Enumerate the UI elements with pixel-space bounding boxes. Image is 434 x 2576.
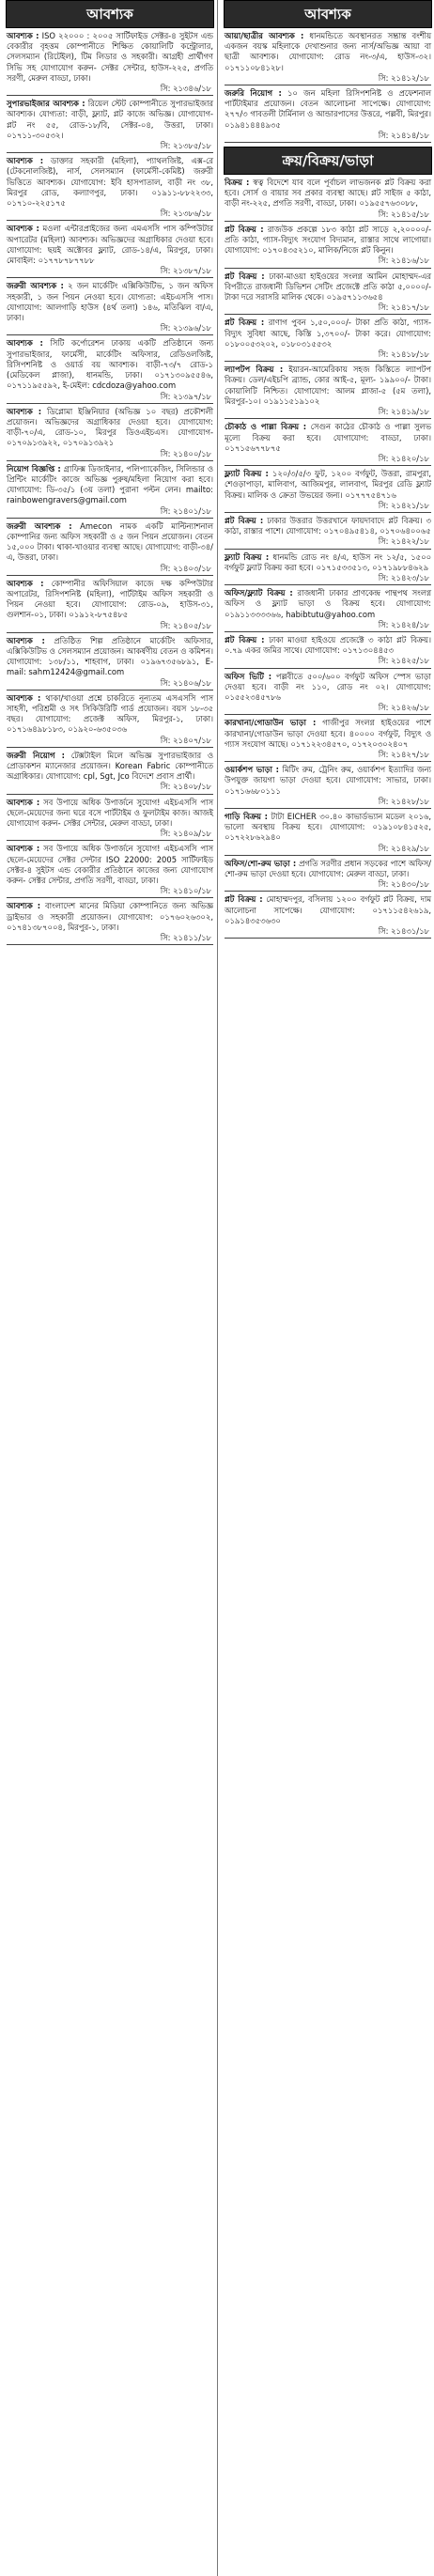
classified-ad xyxy=(6,798,214,842)
ad-reference-number: সি: ২১৪০৭/১৮ xyxy=(160,735,211,745)
ad-title: জরুরী নিয়োগ : xyxy=(7,750,65,760)
ad-reference-number: সি: ২১৪২৪/১৮ xyxy=(378,619,429,629)
classified-ad xyxy=(224,588,432,632)
ad-separator xyxy=(7,220,213,221)
classified-ad xyxy=(6,31,214,96)
ad-separator xyxy=(225,891,431,892)
ad-title: আবশ্যক : xyxy=(7,224,39,234)
section-header-wanted-right: আবশ্যক xyxy=(224,0,432,28)
classified-ad xyxy=(6,99,214,153)
right-ad-list-buy-sell xyxy=(224,178,432,939)
ad-separator xyxy=(7,518,213,519)
ad-body: ঢাকা-মাওয়া হাইওয়ের সংলগ্ন আমিন মোহাম্মদ-এর বিপরীতে রাজধানী ডিভিশন সেটিং প্রজেক্টে প্রতি কাঠা ৫,০০০০/- টাকা দরে সরাসরি মালিক থেকে। ০১৯৫৭১১৩৬৫৪ xyxy=(225,271,431,303)
ad-title: আবশ্যক : xyxy=(7,692,41,703)
ad-body: ডিপ্লোমা ইঞ্জিনিয়ার (অভিজ্ঞ ১০ বছর) প্রকৌশলী প্রয়োজন। অভিজ্ঞদের অগ্রাধিকার দেওয়া হবে। যোগাযোগ: বাড়ী-৭০/এ, রোড-১০, মিরপুর ডিওএইচএস। যোগাযোগ- ০১৭০৯১৩৯২২, ০১৭০৯১৩৯২১ xyxy=(7,406,213,448)
ad-text xyxy=(225,516,431,536)
ad-separator xyxy=(225,268,431,269)
left-column xyxy=(6,0,214,948)
classified-ad xyxy=(224,812,432,856)
ad-title: আবশ্যক : xyxy=(7,406,42,416)
ad-title: আবশ্যক : xyxy=(7,844,40,854)
ad-text xyxy=(7,407,213,449)
ad-text xyxy=(225,635,431,656)
ad-body: ২ জন মার্কেটিং এক্সিকিউটিভ, ১ জন অফিস সহকারী, ১ জন পিয়ন নেওয়া হবে। যোগ্যতা: এইচএসসি পাস। যোগাযোগ: আলগাড়ি হাউস (৪র্থ তলা) ১৪৬, মতিঝিল বা/এ, ঢাকা। xyxy=(7,281,213,323)
ad-separator xyxy=(7,277,213,278)
ad-title: অফিস/শো-রুম ভাড়া : xyxy=(225,858,297,868)
ad-title: বিক্রয় : xyxy=(225,178,250,188)
ad-body: থাকা/খাওয়া প্রশ্নে চাকরিতে নূন্যতম এসএসসি পাস সাহসী, পরিশ্রমী ও সৎ সিকিউরিটি গার্ড প্রয়োজন। বয়স ১৮-৩৫ বছর। যোগাযোগ: প্রজেক্ট অফিস, মিরপুর-১, ঢাকা। ০১৭১৬৪৯৮১৮৩, ০১৯২০-৬৩৫০৩৬ xyxy=(7,692,213,735)
ad-title: আবশ্যক : xyxy=(7,338,43,349)
ad-reference-number: সি: ২১৩৮৬/১৮ xyxy=(160,209,211,219)
ad-separator xyxy=(225,584,431,585)
classified-ad xyxy=(224,318,432,362)
ad-title: অফিস/ফ্ল্যাট বিক্রয় : xyxy=(225,588,293,598)
ad-text xyxy=(7,224,213,266)
classified-ad xyxy=(224,765,432,809)
ad-title: চৌকাঠ ও পাল্লা বিক্রয় : xyxy=(225,422,307,432)
ad-body: ঢাকা মাওয়া হাইওয়ে প্রজেক্টে ৩ কাঠা প্লট বিক্রয়। ০.৭৯ একর জমির সাথে। যোগাযোগ: ০১৭১৩০৪৪৫৩ xyxy=(225,634,431,656)
ad-body: রিয়েল স্টেট কোম্পানীতে সুপারভাইজার আবশ্যক। যোগ্যতা: বাড়ী, ফ্ল্যাট, প্লট কাজে অভিজ্ঞ। যোগাযোগ- প্লট নং ৫৫, রোড-১৮/বি, সেক্টর-০৪, উত্তরা, ঢাকা। ০১৭১১-৩০৫৩২। xyxy=(7,99,213,140)
ad-title: প্লট বিক্রয় : xyxy=(225,894,263,905)
ad-separator xyxy=(7,575,213,576)
ad-body: মোহাম্মদপুর, বসিলায় ১২০০ বর্গফুট প্লট বিক্রয়, দাম আলোচনা সাপেক্ষে। যোগাযোগ: ০১৭১১৫৪২৬১৯, ০১৯১৪৩৫৩৬৩০ xyxy=(225,894,431,925)
ad-separator xyxy=(7,897,213,898)
ad-reference-number: সি: ২১৪১৫/১৮ xyxy=(378,209,429,219)
ad-body: প্রগতি সরণীর প্রধান সড়কের পাশে অফিস/শো-রুম ভাড়া দেওয়া হবে। যোগাযোগ: মেরুল বাড্ডা, ঢাকা। xyxy=(225,858,431,879)
ad-reference-number: সি: ২১৪০৩/১৮ xyxy=(160,563,211,573)
ad-reference-number: সি: ২১৪২৮/১৮ xyxy=(378,796,429,806)
ad-title: ল্যাপটপ বিক্রয় : xyxy=(225,365,284,375)
ad-text xyxy=(225,178,431,209)
ad-text xyxy=(7,636,213,678)
ad-title: আয়া/ছাত্রীর আবশ্যক : xyxy=(225,31,304,40)
ad-reference-number: সি: ২১৪২৩/১৮ xyxy=(378,572,429,582)
column-divider xyxy=(217,0,218,2576)
ad-body: ডাক্তার সহকারী (মহিলা), প্যাথলজিষ্ট, এক্স-রে (টেকনোলজিষ্ট), নার্স, সেলসম্যান (ফার্মেসী-কেমিষ্ট) জরুরী ভিত্তিতে আবশ্যক। যোগাযোগ: ইবি হাসপাতাল, বাড়ী নং ৩৮, মিরপুর রোড, কল্যাণপুর, ঢাকা। ০১৯১১-৮৮২২৩৩, ০১৭১০-২২৫১৭৫ xyxy=(7,156,213,209)
ad-text xyxy=(225,588,431,620)
ad-reference-number: সি: ২১৪১৬/১৮ xyxy=(378,256,429,266)
ad-reference-number: সি: ২১৪১৯/১৮ xyxy=(378,407,429,417)
classified-ad xyxy=(6,579,214,633)
ad-reference-number: সি: ২১৪২১/১৮ xyxy=(378,500,429,510)
ad-title: প্লট বিক্রয় : xyxy=(225,271,265,281)
classified-ad xyxy=(224,178,432,222)
ad-title: ওয়ার্কশপ ভাড়া : xyxy=(225,765,280,775)
ad-body: মিটিং রুম, ট্রেনিং রুম, ওয়ার্কশপ ইত্যাদির জন্য উপযুক্ত জায়গা ভাড়া দেওয়া হবে। যোগাযোগ: সাভার, ঢাকা। ০১৭১৬৬৮০১১১ xyxy=(225,765,431,796)
ad-reference-number: সি: ২১৪৩১/১৮ xyxy=(378,926,429,937)
ad-separator xyxy=(7,632,213,633)
ad-text xyxy=(225,88,431,131)
ad-reference-number: সি: ২১৪১৪/১৮ xyxy=(378,130,429,140)
classified-ad xyxy=(224,225,432,269)
ad-body: সব উপায়ে অধিক উপার্জনে সুযোগ! এইচএসসি পাস ছেলে-মেয়েদের সেক্টর সেন্টার ISO 22000: 2005 সার্টিফাইড সেক্টর-৪ সুইটস এন্ড বেকারীর প্রতিষ্ঠানে কাজের জন্য যোগাযোগ করুন- সেক্টর সেন্টার, প্রগতি সরণী, বাড্ডা, ঢাকা। xyxy=(7,844,213,886)
ad-reference-number: সি: ২১৩৮৭/১৮ xyxy=(160,266,211,276)
ad-text xyxy=(225,859,431,879)
ad-body: ঢাকার উত্তরার উত্তরখানে ফায়দাবাদে প্লট বিক্রয়। ৩ কাঠা, রাস্তার পাশে। যোগাযোগ: ০১৭০৪৯৫৪১৪, ০১৭০৬৪০০৬৫ xyxy=(225,515,431,536)
classified-ad xyxy=(6,338,214,403)
ad-separator xyxy=(7,460,213,461)
classified-ad xyxy=(224,365,432,419)
ad-body: ১২০/৩/৫/৩ ফুট, ১২০০ বর্গফুট, উত্তরা, রামপুরা, শেওড়াপাড়া, মালিবাগ, আজিমপুর, লালবাগ, মিরপুর রেডি ফ্ল্যাট বিক্রয়। মালিক ও ক্রেতা উভয়ের জন্য। ০১৭৭৭৫৪৭১৬ xyxy=(225,469,431,500)
classified-ad xyxy=(224,516,432,550)
ad-title: আবশ্যক : xyxy=(7,578,44,588)
ad-separator xyxy=(225,761,431,762)
ad-title: জরুরী আবশ্যক : xyxy=(7,520,72,531)
ad-body: সেগুন কাঠের চৌকাঠ ও পাল্লা সুলভ মূল্যে বিক্রয় করা হবে। যোগাযোগ: বাড্ডা, ঢাকা। ০১৭১৫৬৭৭৮৭৫ xyxy=(225,422,431,453)
ad-title: জরুরি নিয়োগ : xyxy=(225,88,282,99)
ad-reference-number: সি: ২১৪২৭/১৮ xyxy=(378,749,429,759)
ad-text xyxy=(225,365,431,407)
ad-reference-number: সি: ২১৪২০/১৮ xyxy=(378,453,429,463)
classified-ad xyxy=(224,718,432,762)
classified-ad xyxy=(224,859,432,892)
ad-title: ফ্ল্যাট বিক্রয় : xyxy=(225,469,269,479)
ad-body: সব উপায়ে অধিক উপার্জনে সুযোগ! এইচএসসি পাস ছেলে-মেয়েদের জন্য ঘরে বসে পার্টটাইম ও ফুলটাইম কাজ। আজই যোগাযোগ করুন- সেক্টর সেন্টার, মেরুল বাড্ডা, ঢাকা। xyxy=(7,797,213,829)
ad-title: আবশ্যক : xyxy=(7,797,40,807)
ad-title: ফ্ল্যাট বিক্রয় : xyxy=(225,551,270,562)
ad-text xyxy=(225,894,431,926)
ad-body: রাজউক প্রকল্পে ১৮৩ কাঠা প্লট সাড়ে ২,২০০০০/- প্রতি কাঠা, গ্যাস-বিদ্যুৎ সংযোগ বিদ্যমান, রাস্তার সাথে লাগোয়া। যোগাযোগ: ০১৭০৪৩৫২১০, মালিক/নিজে প্লট কিনুন। xyxy=(225,224,431,256)
ad-body: রাজধানী ঢাকার প্রাণকেন্দ্র পান্থপথ সংলগ্ন অফিস ও ফ্ল্যাট ভাড়া ও বিক্রয় হবে। যোগাযোগ: ০১৯১১৩৩৩৩৬৬, habibtutu@yahoo.com xyxy=(225,588,431,619)
ad-body: প্রতিষ্ঠিত শিল্প প্রতিষ্ঠানে মার্কেটিং অফিসার, এক্সিকিউটিভ ও সেলসম্যান প্রয়োজন। আকর্ষণীয় বেতন ও কমিশন। যোগাযোগ: ১৩৮/১১, শাহবাগ, ঢাকা। ০১৯৬৭৩৫৬৮৯১, E-mail: sahm12424@gmail.com xyxy=(7,635,213,677)
classified-ad xyxy=(6,844,214,898)
ad-body: পল্লবীতে ৫০০/৬০০ বর্গফুট অফিস স্পেস ভাড়া দেওয়া হবে। বাড়ী নং ১১০, রোড নং ০২। যোগাযোগ: ০১৫৫২৩৪৫৭৮৬ xyxy=(225,671,431,702)
classified-ad xyxy=(224,469,432,513)
ad-body: টেক্সটাইল মিলে অভিজ্ঞ সুপারভাইজার ও প্রোডাকশন ম্যানেজার প্রয়োজন। Korean Fabric কোম্পানীতে অগ্রাধিকার। যোগাযোগ: cpl, Sgt, Jco বিদেশে প্রবাস প্রার্থী। xyxy=(7,750,213,782)
ad-separator xyxy=(225,221,431,222)
ad-separator xyxy=(225,808,431,809)
classified-ad xyxy=(6,464,214,519)
ad-separator xyxy=(225,668,431,669)
section-header-wanted: আবশ্যক xyxy=(6,0,214,28)
ad-body: টাটা EICHER ৩০.৪০ কাভার্ডভ্যান মডেল ২০১৬, ভালো অবস্থায় বিক্রয় হবে। যোগাযোগ: ০১৯১০৮৪১৫২৫, ০১৭২২৮৬২৯৪০ xyxy=(225,812,431,843)
ad-text xyxy=(7,281,213,323)
ad-text xyxy=(225,718,431,750)
ad-text xyxy=(225,272,431,303)
ad-separator xyxy=(225,938,431,939)
classified-ad xyxy=(224,672,432,716)
right-ad-list-wanted xyxy=(224,31,432,143)
classified-ad xyxy=(6,636,214,691)
classified-ad xyxy=(6,901,214,945)
ad-reference-number: সি: ২১৪২৫/১৮ xyxy=(378,656,429,666)
ad-title: জরুরী আবশ্যক : xyxy=(7,281,64,291)
ad-body: ধানমন্ডিতে অবস্থানরত সম্ভ্রান্ত বংশীয় একজন বয়স্ক মহিলাকে দেখাশুনার জন্য নার্স/অভিজ্ঞ আয়া বা ছাত্রী আবশ্যক। যোগাযোগ: রোড নং-৩/এ, হাউস-৩২। ০১৭১১০৮৪১২৮। xyxy=(225,31,431,72)
ad-separator xyxy=(7,152,213,153)
ad-body: ১০ জন মহিলা রিসিপশনিষ্ট ও প্রফেশনাল পার্টটাইমার প্রয়োজন। বেতন আলোচনা সাপেক্ষে। যোগাযোগ: ২৭৭/৩ গাবতলী টার্মিনাল ও আন্ডারপাসের উত্তরে, পল্লবী, মিরপুর। ০১৯৪১৪৪৪৯৩৫ xyxy=(225,88,431,130)
ad-text xyxy=(7,338,213,391)
ad-separator xyxy=(7,403,213,404)
ad-text xyxy=(225,812,431,844)
ad-body: ধানমন্ডি রোড নং ৪/এ, হাউস নং ১২/৫, ১৫০০ বর্গফুট ফ্ল্যাট বিক্রয় করা হবে। ০১৭১৫৩৩৫১৩, ০১৭১৯৮৮৪৬২৯ xyxy=(225,551,432,572)
ad-reference-number: সি: ২১৪২৯/১৮ xyxy=(378,843,429,853)
ad-body: গ্রাফিক্স ডিজাইনার, পলিপ্যাকেজিং, সিলিন্ডার ও প্রিন্টিং মার্কেটিং কাজে অভিজ্ঞ পুরুষ/মহিলা নিয়োগ করা হবে। যোগাযোগ: ডি-৩৫/১ (৩য় তলা) পুরানা পল্টন লেন। mailto: rainbowengravers@gmail.com xyxy=(7,463,213,505)
ad-title: আবশ্যক : xyxy=(7,156,44,166)
ad-text xyxy=(225,672,431,704)
ad-text xyxy=(7,798,213,830)
ad-text xyxy=(7,693,213,736)
ad-reference-number: সি: ২১৪৩০/১৮ xyxy=(378,879,429,890)
ad-separator xyxy=(7,95,213,96)
ad-reference-number: সি: ২১৪০৫/১৮ xyxy=(160,620,211,630)
ad-reference-number: সি: ২১৪২৬/১৮ xyxy=(378,703,429,713)
classified-ad xyxy=(6,407,214,461)
classified-ad xyxy=(224,635,432,669)
classified-ad xyxy=(6,693,214,748)
ad-body: সিটি কর্পোরেশন ঢাকায় একটি প্রতিষ্ঠানে জন্য সুপারভাইজার, ফার্মেসী, মার্কেটিং অফিসার, রেডিওলজিষ্ট, রিসিপশনিষ্ট ও ওয়ার্ড বয় আবশ্যক। বাড়ী-৭৩/৭ রোড-১ (মেডিকেল প্লাজা), ধানমন্ডি, ঢাকা। ০১৭১৩০৯৫৫৪৬, ০১৭১১৯৫৫৯২, ই-মেইল: cdcdoza@yahoo.com xyxy=(7,338,213,391)
classified-ad xyxy=(6,521,214,576)
ad-text xyxy=(225,765,431,797)
ad-reference-number: সি: ২১৩৪৬/১৮ xyxy=(160,84,211,94)
ad-separator xyxy=(7,747,213,748)
ad-reference-number: সি: ২১৪০৮/১৮ xyxy=(160,782,211,792)
ad-reference-number: সি: ২১৩৯৭/১৮ xyxy=(160,391,211,401)
section-header-buy-sell-rent: ক্রয়/বিক্রয়/ভাড়া xyxy=(224,147,432,175)
ad-reference-number: সি: ২১৩৮৫/১৮ xyxy=(160,141,211,151)
classified-ad xyxy=(224,552,432,586)
ad-separator xyxy=(225,142,431,143)
ad-reference-number: সি: ২১৪০৬/১৮ xyxy=(160,677,211,688)
ad-reference-number: সি: ২১৪১০/১৮ xyxy=(160,886,211,896)
ad-separator xyxy=(225,465,431,466)
ad-separator xyxy=(225,855,431,856)
ad-reference-number: সি: ২১৪১১/১৮ xyxy=(160,933,211,943)
ad-text xyxy=(7,751,213,783)
classified-ad xyxy=(6,224,214,278)
ad-text xyxy=(225,422,431,454)
ad-separator xyxy=(225,512,431,513)
ad-text xyxy=(225,225,431,256)
ad-title: গাড়ি বিক্রয় : xyxy=(225,812,268,821)
ad-reference-number: সি: ২১৪০১/১৮ xyxy=(160,505,211,516)
ad-separator xyxy=(225,361,431,362)
ad-separator xyxy=(7,944,213,945)
ad-title: প্লট বিক্রয় : xyxy=(225,634,265,644)
ad-title: অফিস ভিটি : xyxy=(225,671,272,681)
ad-separator xyxy=(225,714,431,715)
ad-separator xyxy=(7,690,213,691)
ad-text xyxy=(225,552,431,573)
ad-title: প্লট বিক্রয় : xyxy=(225,318,265,328)
classified-ad xyxy=(6,751,214,795)
ad-text xyxy=(225,31,431,73)
ad-title: প্লট বিক্রয় : xyxy=(225,515,264,525)
classified-ad xyxy=(224,894,432,939)
ad-text xyxy=(7,99,213,141)
ad-reference-number: সি: ২১৪১৮/১৮ xyxy=(378,349,429,360)
ad-text xyxy=(7,464,213,506)
ad-text xyxy=(7,579,213,621)
ad-text xyxy=(225,318,431,349)
ad-text xyxy=(7,31,213,84)
classified-ad xyxy=(224,31,432,85)
ad-body: স্বত্ব বিদেশে যাব বলে পূর্বাচল লাভজনক প্লট বিক্রয় করা হবে। সোর্স ও বায়ার সব প্রকার ব্যবস্থা আছে। প্লট সাইজ ৫ কাঠা, বাড়ী নং-২২৫, প্রগতি সরণী, বাড্ডা, ঢাকা। ০১৯৫৫৭৬৩০৮৮, xyxy=(225,178,431,209)
ad-title: প্লট বিক্রয় : xyxy=(225,224,264,234)
ad-body: রাণাগ পুবন ১,৫০,০০০/- টাকা প্রতি কাঠা, গ্যাস-বিদ্যুৎ সুবিধা আছে, কিস্তি ১,৩৭০০/- টাকা করে। যোগাযোগ: ০১৮০০৫৩২০২, ০১৮০৩১৫৫৩২ xyxy=(225,318,431,349)
right-column xyxy=(224,0,432,941)
ad-text xyxy=(225,469,431,501)
ad-separator xyxy=(225,631,431,632)
ad-title: আবশ্যক : xyxy=(7,31,39,40)
classified-ad xyxy=(6,281,214,335)
classified-ad xyxy=(6,156,214,221)
left-ad-list xyxy=(6,31,214,945)
ad-separator xyxy=(7,840,213,841)
ad-reference-number: সি: ২১৩৯৬/১৮ xyxy=(160,323,211,334)
ad-reference-number: সি: ২১৪০৯/১৮ xyxy=(160,829,211,839)
ad-separator xyxy=(225,549,431,550)
classified-ad xyxy=(224,272,432,316)
ad-title: সুপারভাইজার আবশ্যক : xyxy=(7,99,85,109)
ad-body: কোম্পানীর অফিসিয়াল কাজে দক্ষ কম্পিউটার অপারেটর, রিসিপশনিষ্ট (মহিলা), পার্টটাইম অফিস সহকারী ও পিয়ন নেওয়া হবে। যোগাযোগ: রোড-০৯, হাউস-৩১, গুলশান-০১, ঢাকা। ০১৯১২-৮৭৫৪৮৫ xyxy=(7,578,213,620)
ad-text xyxy=(7,844,213,886)
ad-text xyxy=(7,901,213,933)
ad-separator xyxy=(225,418,431,419)
ad-separator xyxy=(225,314,431,315)
ad-separator xyxy=(7,334,213,335)
ad-body: গাজীপুর সংলগ্ন হাইওয়ের পাশে কারখানা/গোডাউন ভাড়া দেওয়া হবে। ৪০০০০ বর্গফুট, বিদ্যুৎ ও গ্যাস সংযোগ আছে। ০১৭১২২৩৪৫৭০, ০১৭২০৩০২৪০৭ xyxy=(225,718,432,749)
ad-text xyxy=(7,521,213,564)
ad-text xyxy=(7,156,213,209)
ad-title: কারখানা/গোডাউন ভাড়া : xyxy=(225,718,317,728)
ad-title: আবশ্যক : xyxy=(7,635,45,645)
ad-title: আবশ্যক : xyxy=(7,901,41,911)
ad-reference-number: সি: ২১৪১২/১৮ xyxy=(378,72,429,83)
ad-reference-number: সি: ২১৪২২/১৮ xyxy=(378,536,429,547)
ad-body: Amecon নামক একটি মাল্টিন্যাশনাল কোম্পানির জন্য অফিস সহকারী ও ৫ জন পিয়ন প্রয়োজন। বেতন ১৫,০০০ টাকা। থাকা-খাওয়ার ব্যবস্থা আছে। যোগাযোগ: বাড়ী-৩৪/এ, উত্তরা, ঢাকা। xyxy=(7,520,213,563)
ad-body: মওলা এন্টারপ্রাইজের জন্য এমএসসি পাস কম্পিউটার অপারেটর (মহিলা) আবশ্যক। অভিজ্ঞদের অগ্রাধিকার দেওয়া হবে। যোগাযোগ: ছয়ই অক্টোবর ফ্ল্যাট, রোড-১৪/এ, মিরপুর, ঢাকা। মোবাইল: ০১৭৭৮৭৮৭৭৮৮ xyxy=(7,224,213,266)
ad-body: ইয়ারন-আমেরিকায় সহজ কিস্তিতে ল্যাপটপ বিক্রয়। ডেল/এইচপি ব্র্যান্ড, কোর আই-৫, মূল্য- ১৯৯০০/- টাকা। কোয়ালিটি নিশ্চিত। যোগাযোগ: আলম প্লাজা-৫ (৫ম তলা), মিরপুর-১০। ০১৯১১৫১৯১০২ xyxy=(225,365,431,406)
ad-reference-number: সি: ২১৪০০/১৮ xyxy=(160,448,211,458)
ad-reference-number: সি: ২১৪১৭/১৮ xyxy=(378,303,429,313)
ad-separator xyxy=(7,794,213,795)
classified-ad xyxy=(224,422,432,466)
ad-body: ISO ২২০০০ : ২০০৫ সার্টিফাইড সেক্টর-৪ সুইটস এন্ড বেকারীর বৃহত্তম কোম্পানীতে শিক্ষিত কোয়ালিটি কন্ট্রোলার, সেলসম্যান (রিটেইল), টিম লিডার ও সহকারী। আগ্রহী প্রার্থীগণ সিভি সহ যোগাযোগ করুন- সেক্টর সেন্টার, হাউস-২২৫, প্রগতি সরণী, মেরুল বাড্ডা, ঢাকা। xyxy=(7,31,213,83)
ad-body: বাংলাদেশ মানের মিডিয়া কোম্পানিতে জন্য অভিজ্ঞ ড্রাইভার ও সহকারী প্রয়োজন। যোগাযোগ: ০১৭৬০২৬৩০২, ০১৭৪১৩৮৭০০৪, মিরপুর-১, ঢাকা। xyxy=(7,901,213,932)
ad-title: নিয়োগ বিজ্ঞপ্তি : xyxy=(7,463,61,473)
classified-ad xyxy=(224,88,432,143)
